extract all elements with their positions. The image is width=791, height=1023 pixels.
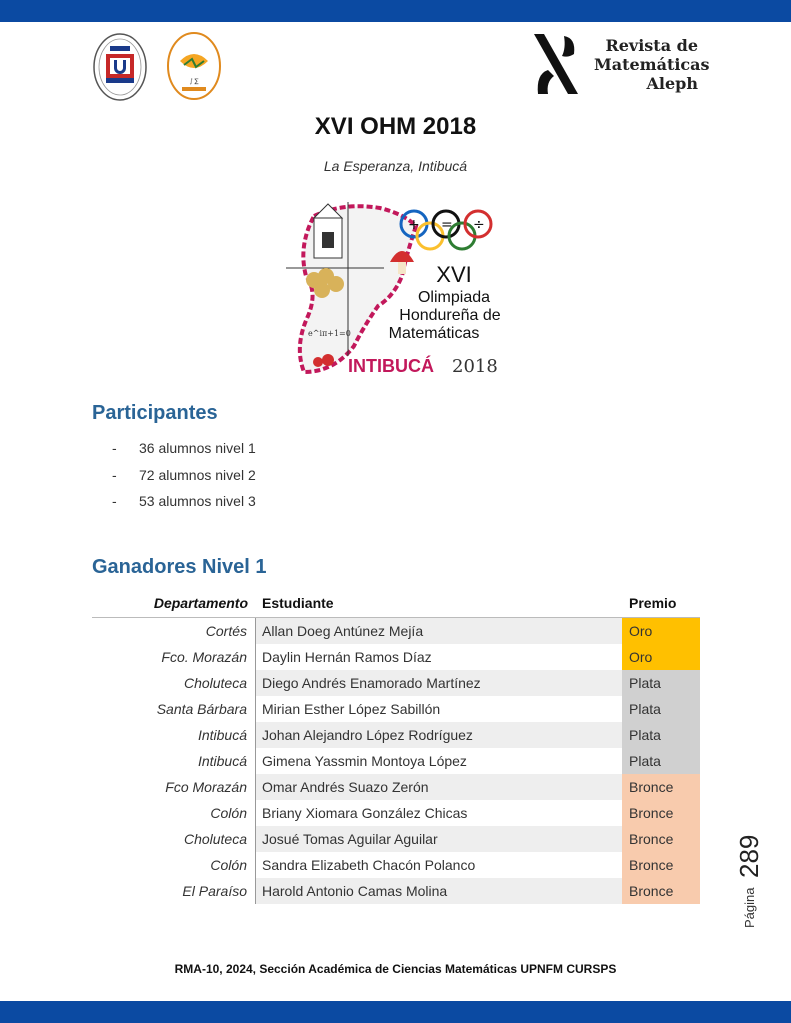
table-row [92, 800, 700, 826]
winners-heading: Ganadores Nivel 1 [92, 556, 267, 578]
olympiad-logo-formula: e^iπ+1=0 [308, 329, 351, 338]
cell-departamento: Intibucá [92, 748, 256, 774]
olympiad-logo-place: INTIBUCÁ [348, 356, 434, 376]
cell-departamento: Cortés [92, 618, 256, 644]
svg-text:=: = [441, 217, 453, 233]
cell-estudiante: Johan Alejandro López Rodríguez [256, 722, 622, 748]
olympiad-logo-line-3: Matemáticas [388, 325, 480, 342]
cell-premio: Bronce [622, 852, 700, 878]
table-row [92, 670, 700, 696]
svg-text:∫ ∑: ∫ ∑ [189, 78, 199, 85]
cell-estudiante: Sandra Elizabeth Chacón Polanco [262, 857, 476, 873]
page-number-value: 289 [734, 834, 764, 878]
cell-estudiante: Gimena Yassmin Montoya López [262, 753, 467, 769]
winners-table [92, 592, 700, 904]
cell-premio: Bronce [622, 800, 700, 826]
column-header-departamento: Departamento [153, 595, 248, 611]
list-item [112, 438, 256, 465]
event-location: La Esperanza, Intibucá [323, 158, 468, 174]
table-row [92, 878, 700, 904]
bullet-dash: - [112, 493, 117, 509]
journal-title-line-2: Matemáticas [594, 55, 710, 74]
aleph-journal-logo [528, 28, 584, 100]
olympiad-logo-year: 2018 [452, 356, 498, 377]
journal-title-line-3: Aleph [646, 74, 698, 93]
participant-count: 53 alumnos nivel 3 [139, 493, 256, 509]
cell-departamento: Fco. Morazán [92, 644, 256, 670]
table-row [92, 618, 700, 644]
olympiad-logo [284, 196, 512, 382]
participants-heading: Participantes [92, 402, 218, 424]
cell-premio: Bronce [622, 826, 700, 852]
cell-departamento: Fco Morazán [92, 774, 256, 800]
svg-text:÷: ÷ [473, 217, 485, 233]
page-number [728, 820, 768, 930]
olympiad-logo-line-1: Olimpiada [417, 289, 491, 306]
cell-premio: Oro [622, 618, 700, 644]
journal-title-line-1: Revista de [605, 36, 698, 55]
cell-departamento: Santa Bárbara [92, 696, 256, 722]
cell-estudiante: Harold Antonio Camas Molina [256, 878, 622, 904]
footer-citation: RMA-10, 2024, Sección Académica de Ciencias Matemáticas UPNFM CURSPS [174, 962, 617, 976]
participant-count: 36 alumnos nivel 1 [139, 440, 256, 456]
participants-list [112, 438, 256, 518]
cell-departamento: El Paraíso [92, 878, 256, 904]
cell-estudiante: Josué Tomas Aguilar Aguilar [256, 826, 622, 852]
page-label: Página [742, 887, 757, 928]
cell-estudiante: Mirian Esther López Sabillón [262, 701, 441, 717]
cell-premio: Bronce [622, 774, 700, 800]
table-row [92, 696, 700, 722]
top-color-band [0, 0, 791, 22]
bullet-dash: - [112, 440, 117, 456]
page-title: XVI OHM 2018 [314, 113, 477, 140]
cell-premio: Bronce [622, 878, 700, 904]
table-row [92, 722, 700, 748]
table-body [92, 618, 700, 904]
column-header-premio: Premio [629, 595, 677, 611]
cell-premio: Plata [622, 722, 700, 748]
bottom-color-band [0, 1001, 791, 1023]
cell-estudiante: Allan Doeg Antúnez Mejía [256, 618, 622, 644]
cell-departamento: Intibucá [92, 722, 256, 748]
table-row [92, 826, 700, 852]
table-row [92, 748, 700, 774]
cell-departamento: Colón [92, 800, 256, 826]
cell-estudiante: Daylin Hernán Ramos Díaz [262, 649, 432, 665]
table-row [92, 644, 700, 670]
table-row [92, 774, 700, 800]
list-item [112, 465, 256, 492]
list-item [112, 491, 256, 518]
olympiad-logo-roman: XVI [436, 262, 472, 287]
cell-departamento: Choluteca [92, 670, 256, 696]
table-header [92, 592, 700, 618]
cell-premio: Plata [622, 748, 700, 774]
journal-title [594, 36, 710, 93]
cell-premio: Plata [622, 696, 700, 722]
participant-count: 72 alumnos nivel 2 [139, 466, 256, 483]
table-row [92, 852, 700, 878]
cell-premio: Plata [622, 670, 700, 696]
svg-text:+: + [408, 217, 420, 233]
cell-estudiante: Omar Andrés Suazo Zerón [256, 774, 622, 800]
cell-departamento: Choluteca [92, 826, 256, 852]
cell-estudiante: Diego Andrés Enamorado Martínez [256, 670, 622, 696]
cell-premio: Oro [622, 644, 700, 670]
cell-departamento: Colón [92, 852, 256, 878]
math-department-logo [166, 31, 222, 101]
column-header-estudiante: Estudiante [262, 595, 334, 611]
bullet-dash: - [112, 466, 117, 483]
olympiad-logo-line-2: Hondureña de [399, 307, 501, 324]
cell-estudiante: Briany Xiomara González Chicas [262, 805, 468, 821]
university-seal-logo [92, 32, 148, 102]
